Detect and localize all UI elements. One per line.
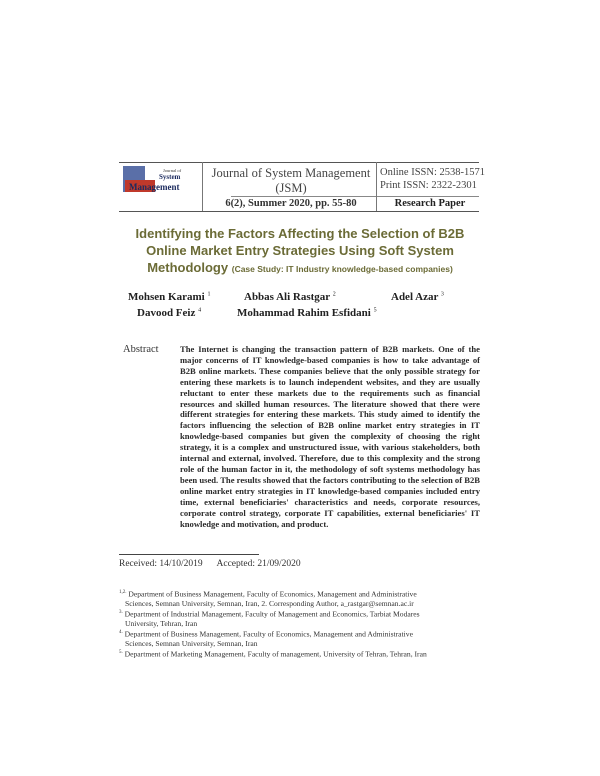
author-5 — [237, 307, 377, 319]
paper-subtitle: (Case Study: IT Industry knowledge-based companies) — [231, 264, 453, 274]
footnote-rule — [119, 554, 259, 555]
journal-title-line1: Journal of System Management — [211, 166, 371, 180]
author-sup: 1 — [207, 291, 211, 298]
affiliation-3 — [119, 608, 489, 629]
author-name: Davood Feiz — [137, 307, 196, 319]
author-1 — [128, 291, 210, 303]
affiliation-line: Department of Industrial Management, Faculty of Management and Economics, Tarbiat Modares — [124, 609, 420, 619]
affiliation-line: Department of Business Management, Faculty of Economics, Management and Administrative — [128, 589, 417, 599]
paper-title — [110, 225, 490, 278]
journal-title — [207, 166, 375, 196]
paper-title-line3: Methodology — [147, 260, 229, 275]
author-name: Abbas Ali Rastgar — [244, 291, 330, 303]
received-date: Received: 14/10/2019 — [119, 559, 203, 569]
author-sup: 5 — [373, 307, 377, 314]
author-name: Adel Azar — [391, 291, 439, 303]
author-3 — [391, 291, 444, 303]
abstract-label: Abstract — [123, 344, 159, 355]
print-issn: Print ISSN: 2322-2301 — [380, 180, 477, 191]
journal-title-line2: (JSM) — [275, 181, 307, 195]
logo-text-system: System — [159, 173, 181, 181]
header-bottom-rule — [119, 211, 479, 212]
logo-text-management: Management — [129, 182, 180, 192]
affiliation-line: Department of Marketing Management, Faculty of management, University of Tehran, Tehran, Iran — [124, 649, 427, 659]
author-2 — [244, 291, 336, 303]
paper-title-line1: Identifying the Factors Affecting the Selection of B2B — [135, 226, 465, 241]
journal-logo — [123, 164, 199, 194]
author-4 — [137, 307, 201, 319]
online-issn: Online ISSN: 2538-1571 — [380, 167, 485, 178]
paper-title-line2: Online Market Entry Strategies Using Soft System — [146, 243, 454, 258]
affiliation-sup: 3. — [119, 610, 123, 615]
abstract-text: The Internet is changing the transaction pattern of B2B markets. One of the major concerns of IT knowledge-based companies is how to take advantage of B2B online markets. These companies believe that the only possible strategy for entering these markets is to launch independent websites, and they are usually reluctant to enter these markets due to the requirements such as financial resources and skilled human resources. The literature showed that there were different strategies for entering these markets. This study aimed to identify the factors influencing the selection of B2B online market entry strategies in IT knowledge-based companies but given the complexity of choosing the right strategy, it is a complex and unstructured issue, with various stakeholders, both internal and external, involved. Therefore, due to this complexity and the strong role of the human factor in it, the methodology of soft systems methodology has been used. The results showed that the factors contributing to the selection of B2B online market entry strategies in IT knowledge-based companies included entry time, external beneficiaries' characteristics and needs, corporate resources, corporate control strategy, corporate IT capabilities, external beneficiaries' IT knowledge and motivation, and product. — [180, 344, 480, 529]
affiliation-sup: 5. — [119, 650, 123, 655]
dates — [119, 559, 313, 569]
author-sup: 3 — [440, 291, 444, 298]
accepted-date: Accepted: 21/09/2020 — [216, 559, 301, 569]
volume-info: 6(2), Summer 2020, pp. 55-80 — [225, 198, 357, 209]
author-sup: 4 — [198, 307, 202, 314]
header-top-rule — [119, 162, 479, 163]
header-middle-rule — [231, 196, 479, 197]
affiliation-line: Sciences, Semnan University, Semnan, Iran, 2. Corresponding Author, a_rastgar@semnan.ac.ir — [125, 599, 414, 609]
header-divider-left — [202, 162, 203, 211]
header-divider-right — [376, 162, 377, 211]
affiliation-line: Sciences, Semnan University, Semnan, Iran — [125, 639, 258, 649]
issn-block — [380, 166, 485, 192]
affiliation-sup: 4. — [119, 630, 123, 635]
author-sup: 2 — [332, 291, 336, 298]
logo-text-small: Journal of — [163, 168, 182, 173]
affiliation-line: University, Tehran, Iran — [125, 619, 198, 629]
affiliation-4 — [119, 628, 489, 649]
article-type: Research Paper — [394, 198, 466, 209]
affiliation-5 — [119, 648, 489, 659]
affiliation-1 — [119, 588, 489, 609]
affiliation-line: Department of Business Management, Faculty of Economics, Management and Administrative — [124, 629, 413, 639]
author-name: Mohammad Rahim Esfidani — [237, 307, 371, 319]
affiliation-sup: 1,2. — [119, 590, 127, 595]
author-name: Mohsen Karami — [128, 291, 205, 303]
